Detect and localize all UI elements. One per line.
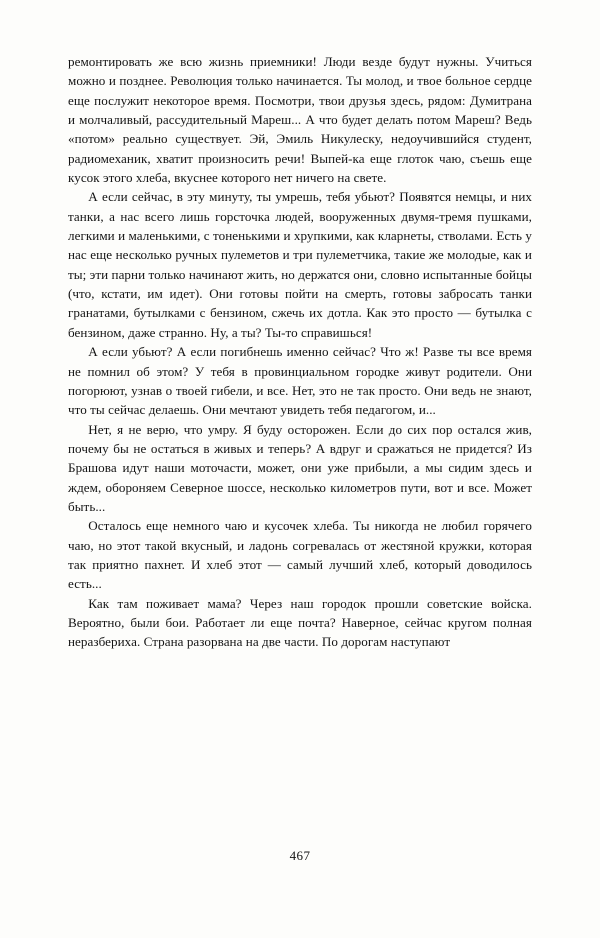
paragraph: ремонтировать же всю жизнь приемники! Люди везде будут нужны. Учиться можно и позднее. Революция только начинается. Ты молод, и твое больное сердце еще послужит некоторое время. Посмотри, твои друзья здесь, рядом: Думитрана и молчаливый, рассудительный Мареш... А что будет делать потом Мареш? Ведь «потом» реально существует. Эй, Эмиль Никулеску, недоучившийся студент, радиомеханик, хватит произносить речи! Выпей-ка еще глоток чаю, съешь еще кусок этого хлеба, вкуснее которого нет ничего на свете. — [68, 54, 532, 186]
page-number: 467 — [289, 848, 311, 863]
paragraph: А если сейчас, в эту минуту, ты умрешь, тебя убьют? Появятся немцы, и них танки, а нас всего лишь горсточка людей, вооруженных двумя-тремя пушками, легкими и маленькими, с тоненькими и хрупкими, как кларнеты, стволами. Есть у нас еще несколько ручных пулеметов и три пулеметчика, такие же молодые, как и ты; эти парни только начинают жить, но держатся они, словно испытанные бойцы (что, кстати, им идет). Они готовы пойти на смерть, готовы забросать танки гранатами, бутылками с бензином, сжечь их дотла. Как это просто — бутылка с бензином, даже странно. Ну, а ты? Ты-то справишься! — [68, 189, 532, 340]
paragraph: Как там поживает мама? Через наш городок прошли советские войска. Вероятно, были бои. Работает ли еще почта? Наверное, сейчас кругом полная неразбериха. Страна разорвана на две части. По дорогам наступают — [68, 595, 532, 650]
paragraph: Нет, я не верю, что умру. Я буду осторожен. Если до сих пор остался жив, почему бы не остаться в живых и теперь? А вдруг и сражаться не придется? Из Брашова идут наши моточасти, может, они уже прибыли, а мы сидим здесь и ждем, обороняем Северное шоссе, несколько километров пути, вот и все. Может быть... — [68, 421, 532, 514]
paragraph: Осталось еще немного чаю и кусочек хлеба. Ты никогда не любил горячего чаю, но этот такой вкусный, и ладонь согревалась от жестяной кружки, которая так приятно пахнет. И хлеб этот — самый лучший хлеб, который доводилось есть... — [68, 518, 532, 592]
paragraph: А если убьют? А если погибнешь именно сейчас? Что ж! Разве ты все время не помнил об этом? У тебя в провинциальном городке живут родители. Они погорюют, узнав о твоей гибели, и все. Нет, это не так просто. Они ведь не знают, что ты сейчас делаешь. Они мечтают увидеть тебя педагогом, и... — [68, 344, 532, 418]
body-text — [68, 52, 532, 652]
